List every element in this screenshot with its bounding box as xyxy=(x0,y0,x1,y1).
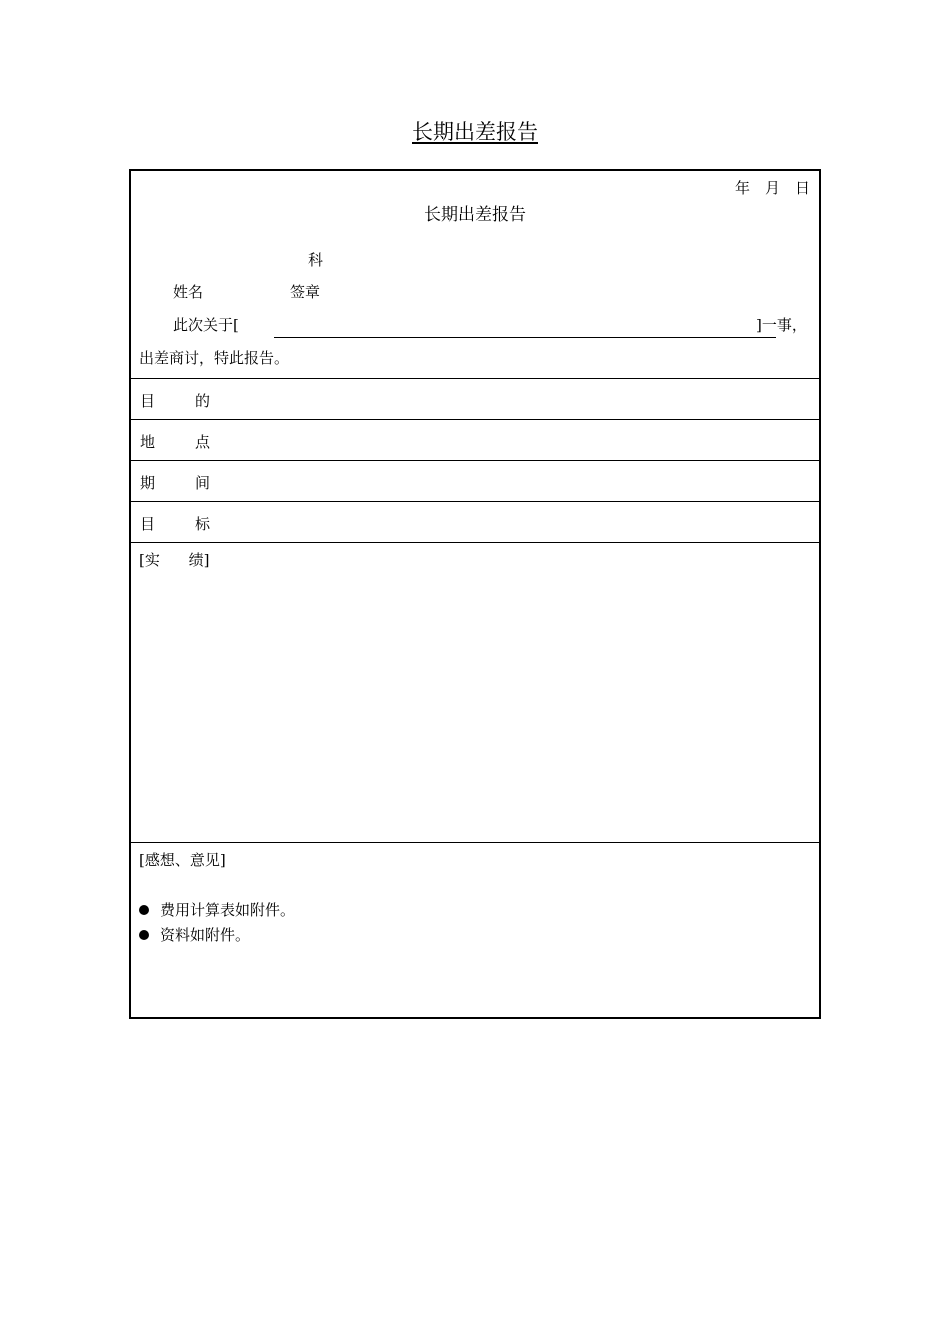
opinion-label: [感想、意见] xyxy=(139,851,226,869)
business-trip-report-form xyxy=(129,169,821,1019)
period-row xyxy=(131,461,819,502)
form-title: 长期出差报告 xyxy=(424,205,526,225)
location-row xyxy=(131,420,819,461)
subject-prefix: 此次关于[ xyxy=(173,316,239,334)
period-label: 期 间 xyxy=(140,474,210,492)
purpose-label: 目 的 xyxy=(140,392,210,410)
name-label: 姓名 xyxy=(173,283,204,301)
location-label: 地 点 xyxy=(140,433,210,451)
bullet-icon xyxy=(139,930,149,940)
attachment-list xyxy=(139,897,295,947)
subject-suffix: ]一事， xyxy=(756,316,807,334)
department-label: 科 xyxy=(308,251,324,269)
bullet-icon xyxy=(139,905,149,915)
list-item: 资料如附件。 xyxy=(139,922,295,947)
purpose-row xyxy=(131,379,819,420)
seal-label: 签章 xyxy=(290,283,321,301)
form-header-section xyxy=(131,171,819,379)
results-section xyxy=(131,543,819,843)
date-field: 年 月 日 xyxy=(734,179,810,197)
closing-text: 出差商讨，特此报告。 xyxy=(139,349,290,367)
results-label: [实 绩] xyxy=(139,551,210,569)
target-row xyxy=(131,502,819,543)
list-item: 费用计算表如附件。 xyxy=(139,897,295,922)
page-title: 长期出差报告 xyxy=(412,120,538,144)
subject-blank-line xyxy=(274,337,776,338)
target-label: 目 标 xyxy=(140,515,210,533)
